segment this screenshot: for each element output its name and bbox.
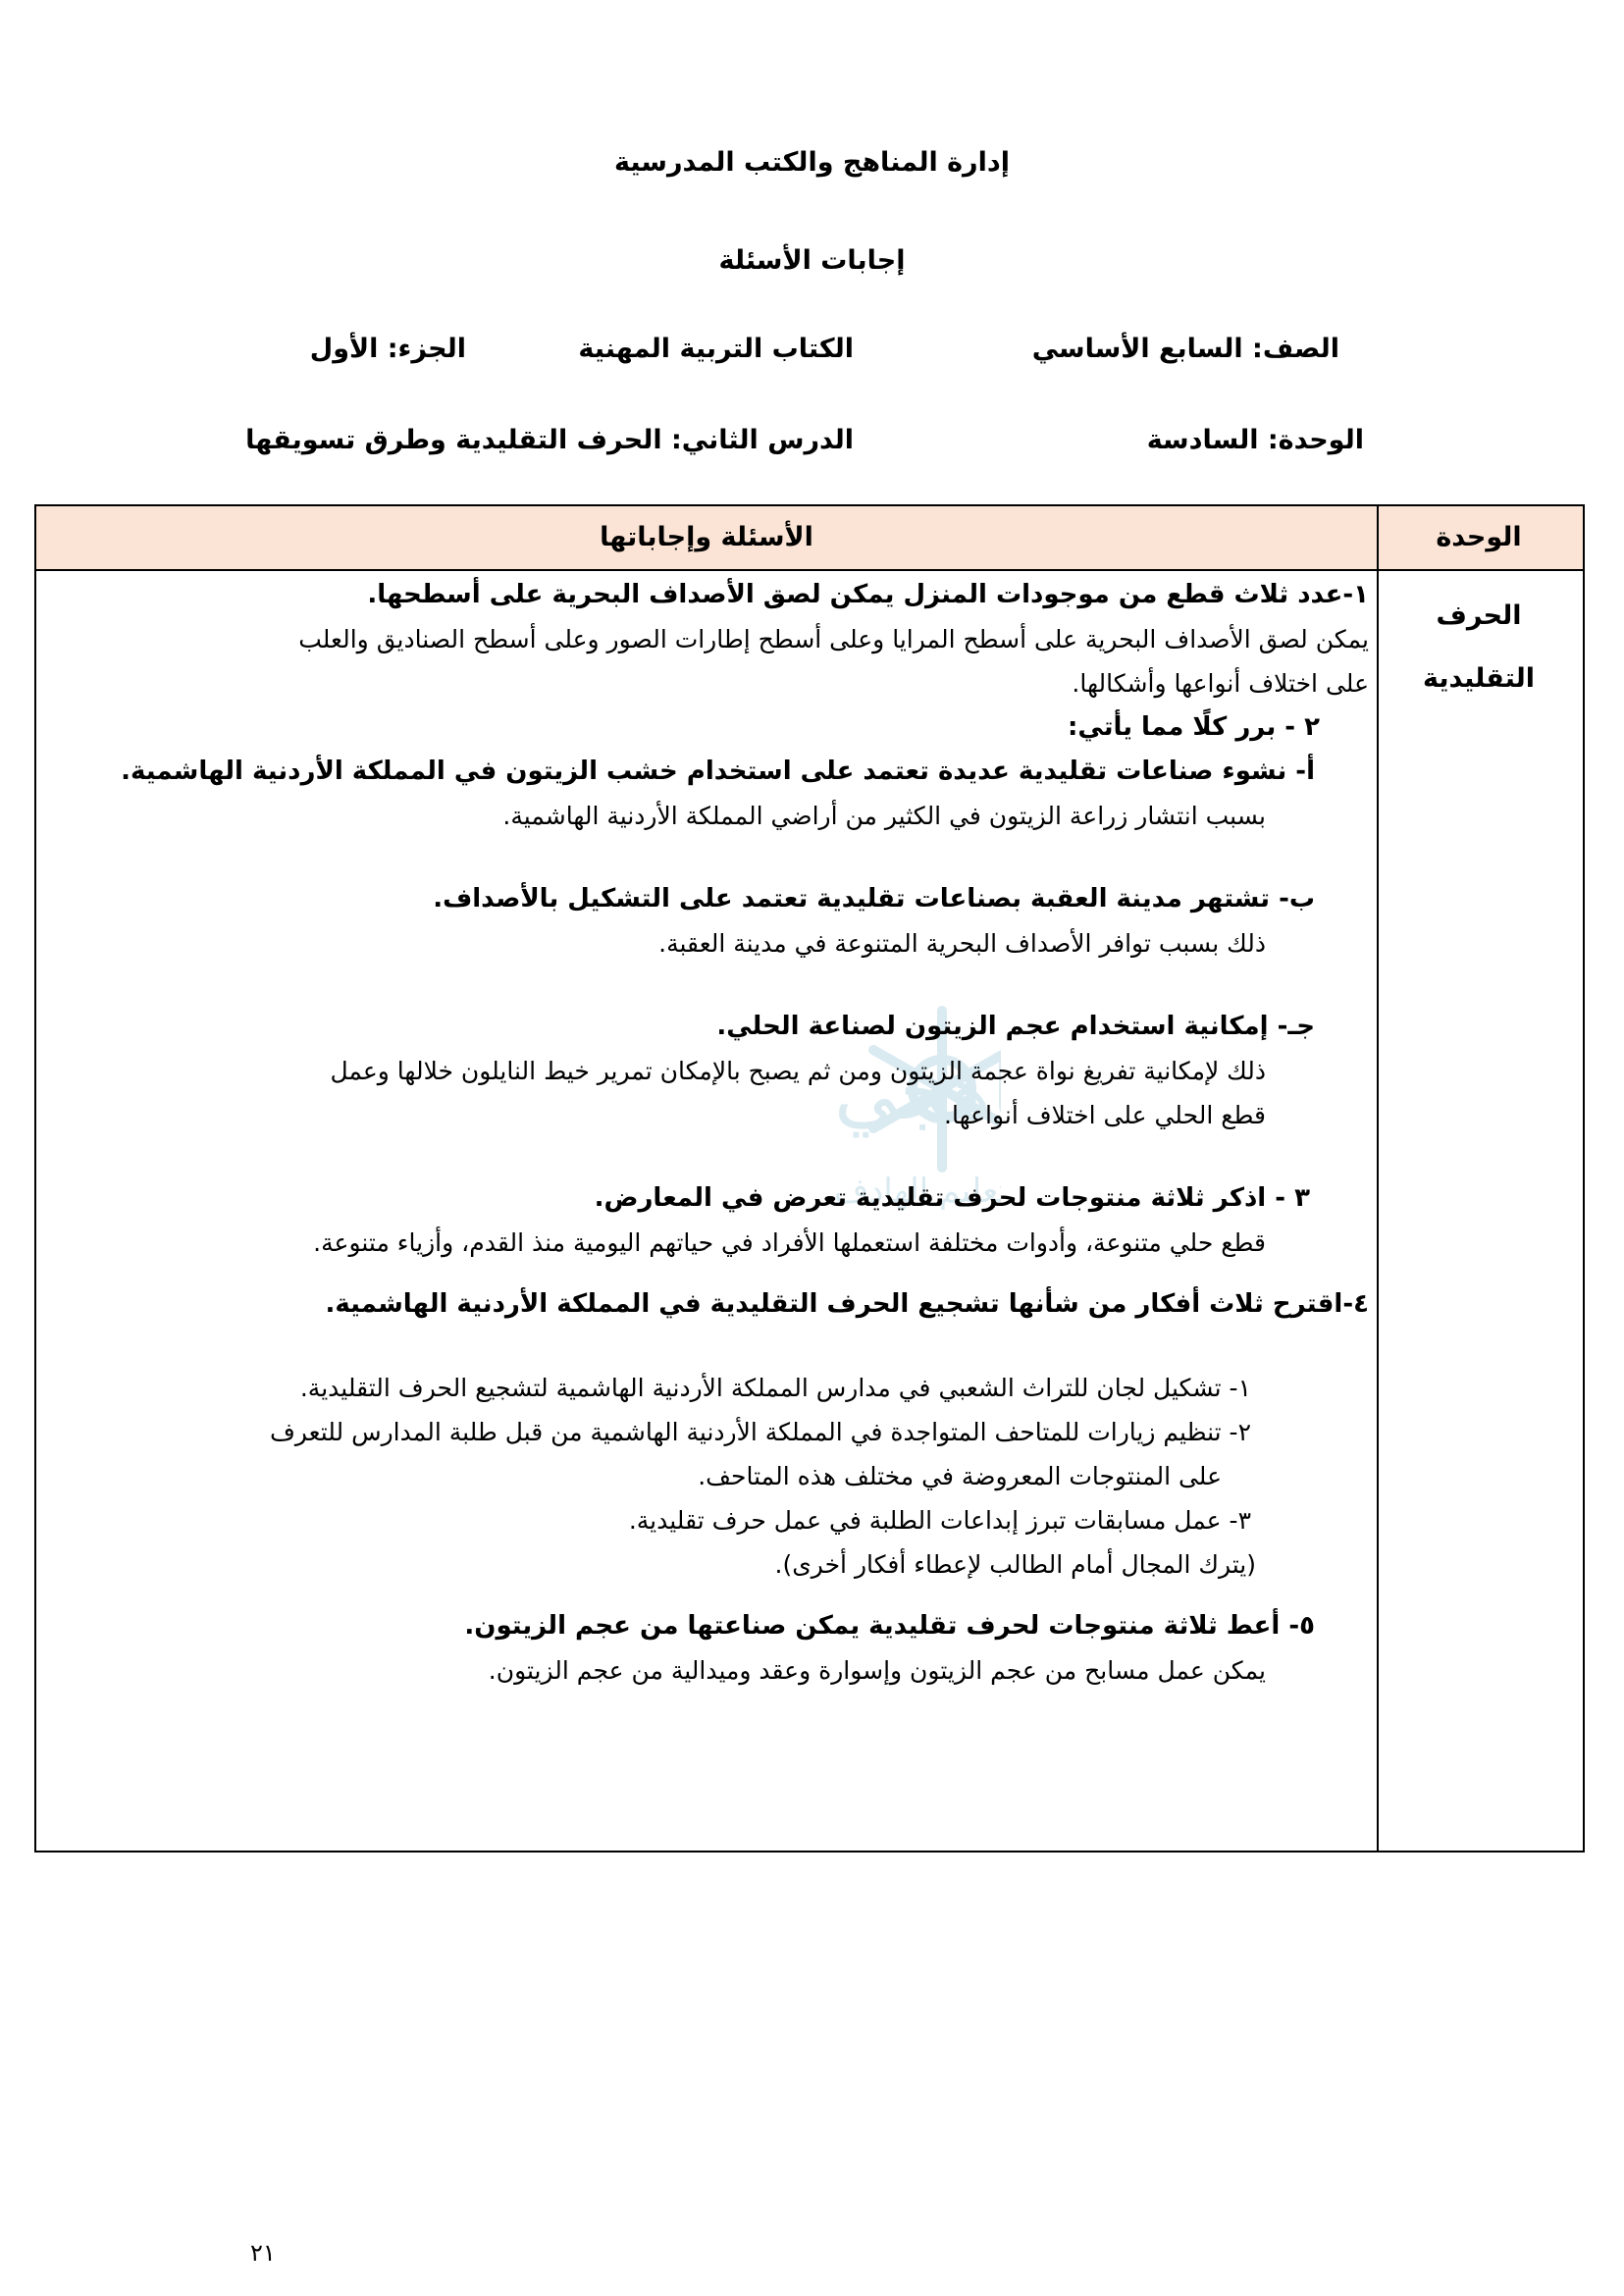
unit-name-cell [1375,585,1583,710]
answer-4-note: (يترك المجال أمام الطالب لإعطاء أفكار أخرى). [774,1550,1256,1579]
col-unit-header: الوحدة [1436,522,1522,552]
answer-2c-line1: ذلك لإمكانية تفريغ نواة عجمة الزيتون ومن ثم يصبح بالإمكان تمرير خيط النايلون خلالها وعمل [330,1057,1266,1085]
qa-table [34,504,1585,1852]
question-2: ٢ - برر كلًا مما يأتي: [1068,712,1320,742]
book-label: الكتاب التربية المهنية [578,334,854,364]
grade-label: الصف: السابع الأساسي [1031,334,1339,364]
answer-3: قطع حلي متنوعة، وأدوات مختلفة استعملها الأفراد في حياتهم اليومية منذ القدم، وأزياء متنوعة. [313,1228,1266,1257]
unit-label: الوحدة: السادسة [1146,425,1364,455]
watermark-tagline: عليم الهادف [834,1172,999,1211]
department-title: إدارة المناهج والكتب المدرسية [614,147,1010,178]
question-2a: أ- نشوء صناعات تقليدية عديدة تعتمد على استخدام خشب الزيتون في المملكة الأردنية الهاشمية. [121,757,1315,786]
question-2c: جـ- إمكانية استخدام عجم الزيتون لصناعة الحلي. [716,1012,1315,1041]
answer-2a: بسبب انتشار زراعة الزيتون في الكثير من أراضي المملكة الأردنية الهاشمية. [502,802,1266,830]
question-2b: ب- تشتهر مدينة العقبة بصناعات تقليدية تعتمد على التشكيل بالأصداف. [433,884,1315,913]
question-4: ٤-اقترح ثلاث أفكار من شأنها تشجيع الحرف التقليدية في المملكة الأردنية الهاشمية. [325,1289,1369,1319]
lesson-label: الدرس الثاني: الحرف التقليدية وطرق تسويقها [245,425,854,455]
answer-2b: ذلك بسبب توافر الأصداف البحرية المتنوعة في مدينة العقبة. [658,929,1266,958]
qa-content [44,569,1369,1693]
answer-1-line2: على اختلاف أنواعها وأشكالها. [1072,669,1369,698]
answer-4-item-2-line2: على المنتوجات المعروضة في مختلف هذه المتاحف. [698,1462,1222,1490]
answer-4-item-2-line1: ٢- تنظيم زيارات للمتاحف المتواجدة في المملكة الأردنية الهاشمية من قبل طلبة المدارس للتعرف [269,1418,1251,1446]
watermark-brand: هجي [834,1046,992,1137]
question-1: ١-عدد ثلاث قطع من موجودات المنزل يمكن لصق الأصداف البحرية على أسطحها. [367,580,1369,609]
answer-2c-line2: قطع الحلي على اختلاف أنواعها. [944,1101,1266,1129]
unit-name-line1: الحرف [1436,600,1522,631]
unit-name-line2: التقليدية [1423,663,1535,694]
question-3: ٣ - اذكر ثلاثة منتوجات لحرف تقليدية تعرض في المعارض. [594,1183,1310,1213]
page-title: إجابات الأسئلة [718,245,906,276]
answer-1-line1: يمكن لصق الأصداف البحرية على أسطح المرايا وعلى أسطح إطارات الصور وعلى أسطح الصناديق والعلب [298,625,1369,653]
answer-4-item-3: ٣- عمل مسابقات تبرز إبداعات الطلبة في عمل حرف تقليدية. [628,1506,1251,1535]
page-number: ٢١ [250,2239,276,2267]
col-qa-header: الأسئلة وإجاباتها [600,522,813,552]
answer-5: يمكن عمل مسابح من عجم الزيتون وإسوارة وعقد وميدالية من عجم الزيتون. [488,1656,1266,1685]
question-5: ٥- أعط ثلاثة منتوجات لحرف تقليدية يمكن صناعتها من عجم الزيتون. [464,1611,1315,1641]
answer-4-item-1: ١- تشكيل لجان للتراث الشعبي في مدارس المملكة الأردنية الهاشمية لتشجيع الحرف التقليدية. [299,1374,1251,1402]
table-header-row [36,506,1583,571]
part-label: الجزء: الأول [309,334,466,364]
